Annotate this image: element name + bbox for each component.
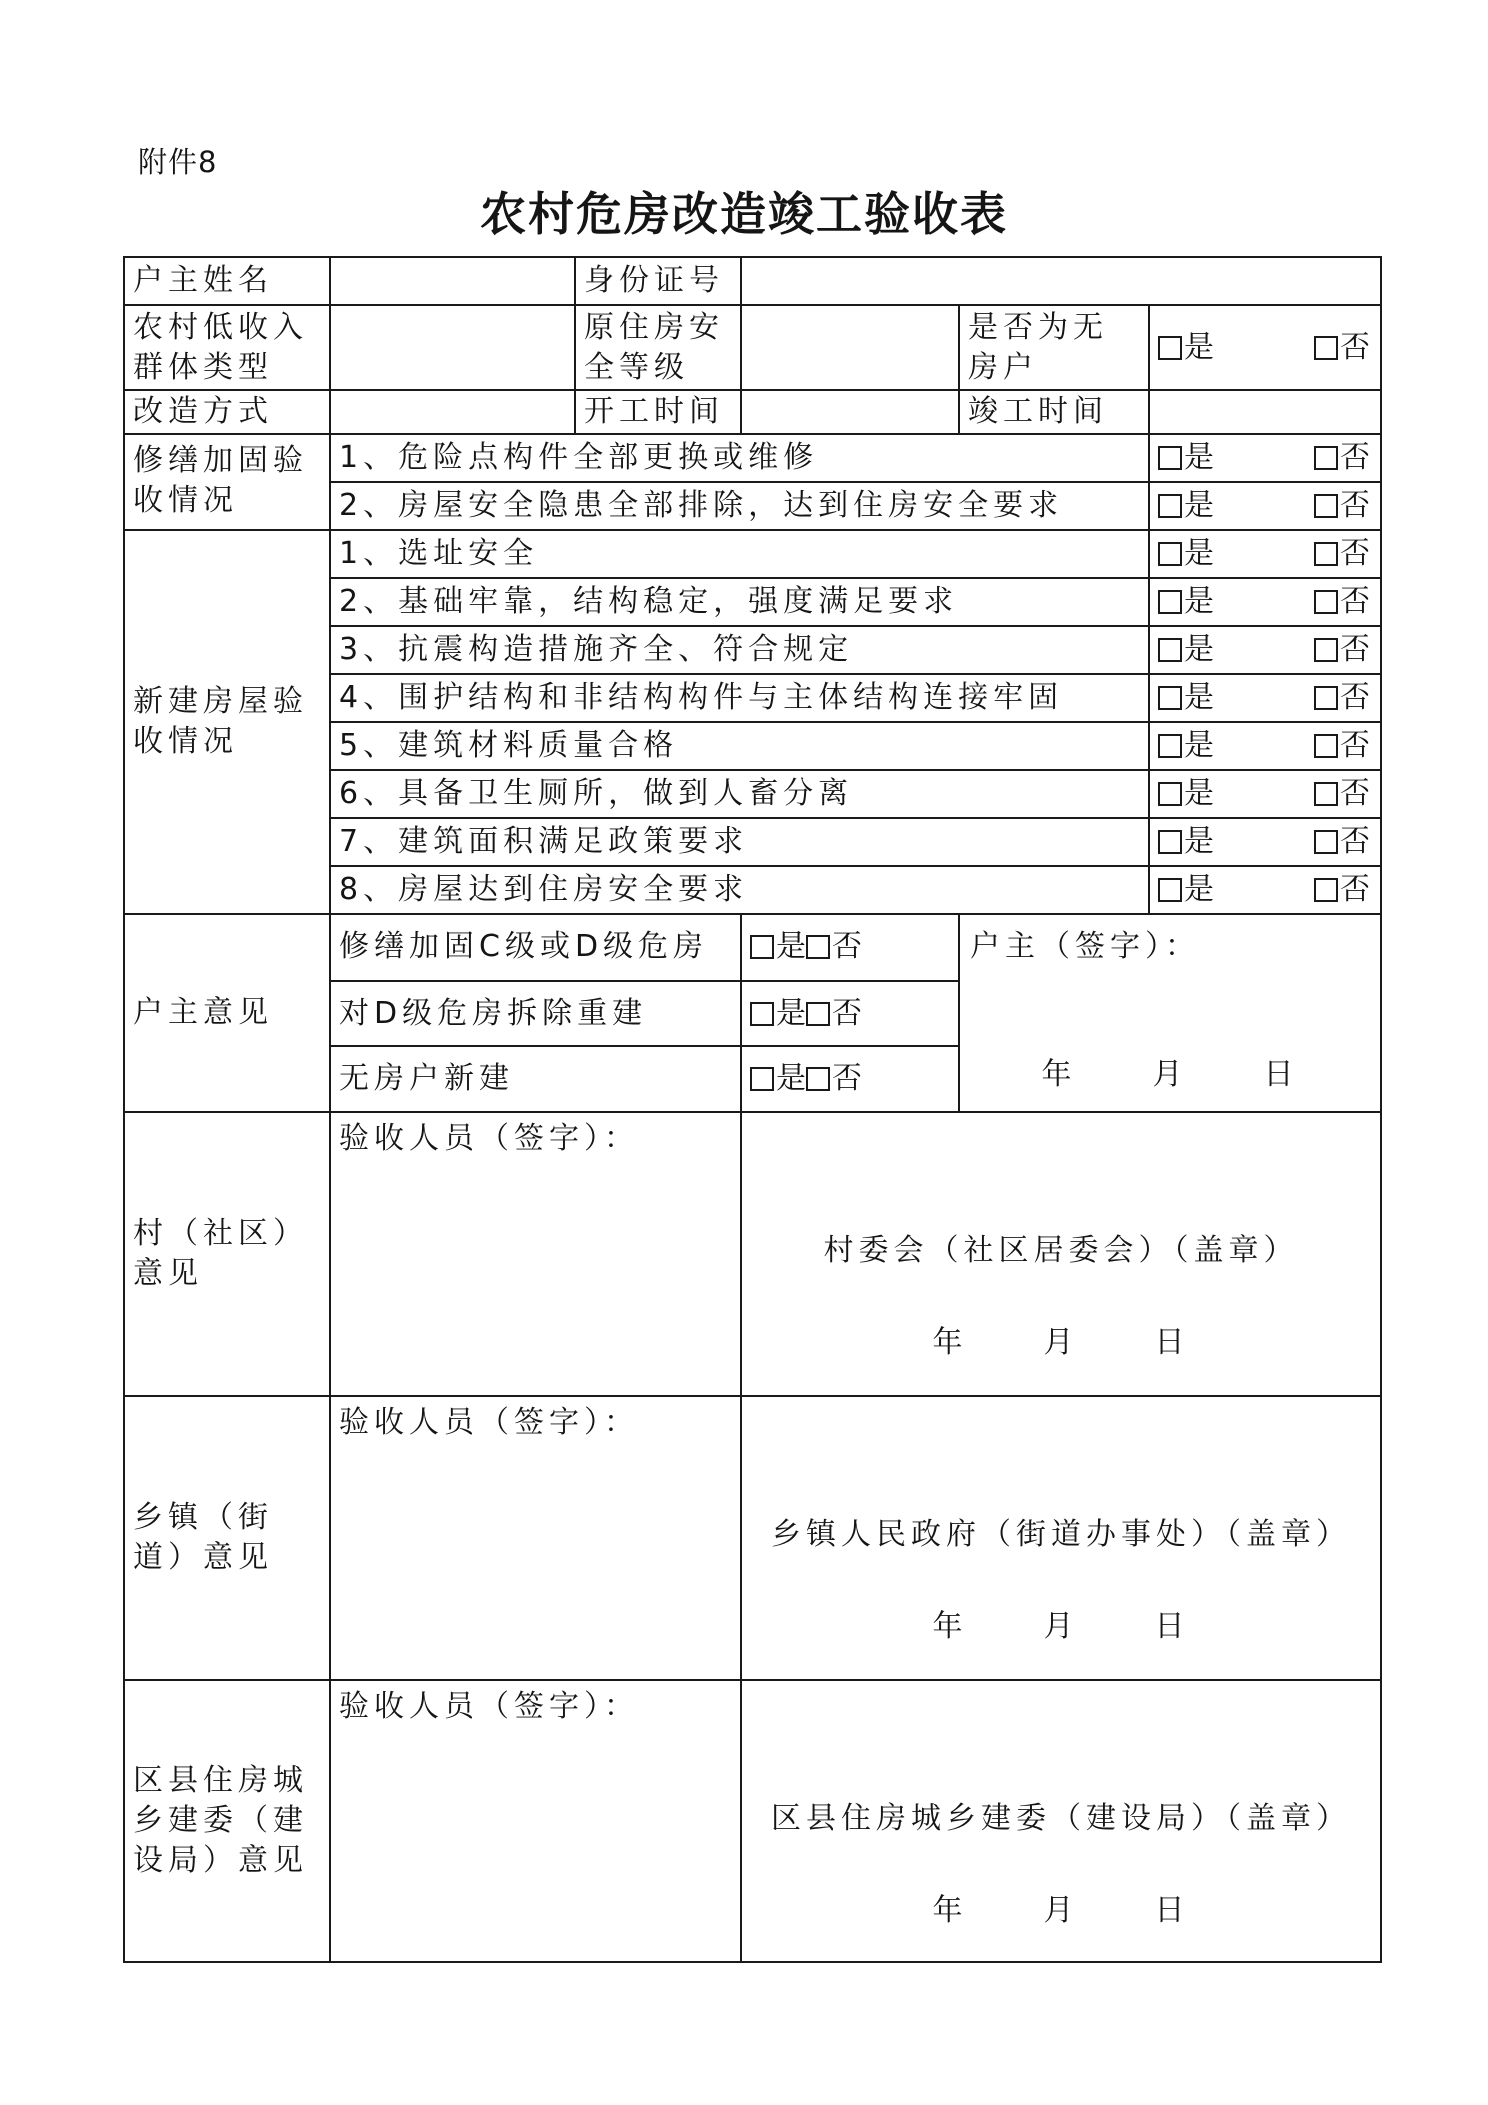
renovation-method-label: 改造方式 — [124, 390, 330, 434]
no-label: 否 — [1340, 536, 1370, 571]
yes-checkbox[interactable] — [750, 927, 806, 967]
owner-signature-label: 户主（签字）： — [970, 929, 1200, 964]
month-label: 月 — [1043, 1609, 1079, 1644]
yes-label: 是 — [1184, 440, 1214, 475]
yes-label: 是 — [776, 929, 806, 965]
township-seal-area[interactable] — [741, 1396, 1381, 1680]
yes-label: 是 — [776, 995, 806, 1031]
yes-label: 是 — [776, 1061, 806, 1097]
no-house-choice — [1149, 305, 1381, 390]
row-owner-name — [124, 257, 1381, 305]
owner-opinion-item: 修缮加固C级或D级危房 — [330, 914, 741, 981]
no-checkbox[interactable] — [1314, 726, 1370, 766]
repair-section-title: 修缮加固验收情况 — [124, 434, 330, 530]
row-renovation-method — [124, 390, 1381, 434]
no-label: 否 — [1340, 329, 1370, 365]
form-title: 农村危房改造竣工验收表 — [480, 187, 1008, 241]
county-seal-label: 区县住房城乡建委（建设局）（盖章） — [771, 1801, 1351, 1836]
village-date-row — [742, 1323, 1380, 1363]
completion-time-field[interactable] — [1149, 390, 1381, 434]
no-checkbox[interactable] — [1314, 822, 1370, 862]
no-label: 否 — [832, 929, 862, 965]
new-build-item-text: 3、抗震构造措施齐全、符合规定 — [330, 626, 1149, 674]
yes-label: 是 — [1184, 632, 1214, 667]
no-checkbox[interactable] — [1314, 582, 1370, 622]
yes-checkbox[interactable] — [1158, 534, 1214, 574]
no-label: 否 — [1340, 632, 1370, 667]
checkbox-icon — [1158, 590, 1182, 614]
checkbox-icon — [1158, 830, 1182, 854]
new-build-section-title: 新建房屋验收情况 — [124, 530, 330, 914]
repair-item-row — [124, 434, 1381, 482]
new-build-item-row — [124, 530, 1381, 578]
township-date-row — [742, 1607, 1380, 1647]
yes-checkbox[interactable] — [750, 994, 806, 1034]
yes-checkbox[interactable] — [1158, 438, 1214, 478]
no-checkbox[interactable] — [1314, 486, 1370, 526]
county-opinion-title: 区县住房城乡建委（建设局）意见 — [124, 1680, 330, 1962]
checkbox-icon — [1314, 542, 1338, 566]
county-seal-area[interactable] — [741, 1680, 1381, 1962]
yes-checkbox[interactable] — [1158, 774, 1214, 814]
yes-checkbox[interactable] — [1158, 678, 1214, 718]
day-label: 日 — [1154, 1609, 1190, 1644]
new-build-item-text: 6、具备卫生厕所，做到人畜分离 — [330, 770, 1149, 818]
checkbox-icon — [1314, 590, 1338, 614]
no-label: 否 — [1340, 584, 1370, 619]
yes-checkbox[interactable] — [1158, 582, 1214, 622]
checkbox-icon — [750, 1067, 774, 1091]
month-label: 月 — [1043, 1893, 1079, 1928]
no-label: 否 — [1340, 728, 1370, 763]
yes-label: 是 — [1184, 728, 1214, 763]
year-label: 年 — [1041, 1057, 1077, 1092]
checkbox-icon — [1158, 638, 1182, 662]
low-income-type-label: 农村低收入群体类型 — [124, 305, 330, 390]
checkbox-icon — [1314, 830, 1338, 854]
completion-time-label: 竣工时间 — [959, 390, 1149, 434]
checkbox-icon — [806, 935, 830, 959]
checkbox-icon — [806, 1002, 830, 1026]
new-build-item-text: 2、基础牢靠，结构稳定，强度满足要求 — [330, 578, 1149, 626]
yes-label: 是 — [1184, 872, 1214, 907]
id-number-field[interactable] — [741, 257, 1381, 305]
village-opinion-title: 村（社区）意见 — [124, 1112, 330, 1396]
start-time-field[interactable] — [741, 390, 959, 434]
no-label: 否 — [1340, 824, 1370, 859]
owner-date-row — [960, 1055, 1380, 1095]
no-label: 否 — [1340, 776, 1370, 811]
yes-label: 是 — [1184, 488, 1214, 523]
yes-label: 是 — [1184, 824, 1214, 859]
new-build-item-text: 1、选址安全 — [330, 530, 1149, 578]
checkbox-icon — [806, 1067, 830, 1091]
checkbox-icon — [1158, 542, 1182, 566]
acceptance-form-table — [123, 256, 1382, 1963]
month-label: 月 — [1152, 1057, 1188, 1092]
township-inspector-signature[interactable]: 验收人员（签字）： — [330, 1396, 741, 1680]
county-opinion-row — [124, 1680, 1381, 1962]
original-safety-grade-field[interactable] — [741, 305, 959, 390]
no-checkbox[interactable] — [1314, 678, 1370, 718]
no-checkbox[interactable] — [1314, 630, 1370, 670]
village-inspector-signature[interactable]: 验收人员（签字）： — [330, 1112, 741, 1396]
original-safety-grade-label: 原住房安全等级 — [575, 305, 741, 390]
checkbox-icon — [1158, 782, 1182, 806]
row-income-type — [124, 305, 1381, 390]
no-checkbox[interactable] — [806, 1059, 862, 1099]
new-build-item-text: 5、建筑材料质量合格 — [330, 722, 1149, 770]
township-opinion-title: 乡镇（街道）意见 — [124, 1396, 330, 1680]
village-opinion-row — [124, 1112, 1381, 1396]
id-number-label: 身份证号 — [575, 257, 741, 305]
owner-opinion-item: 无房户新建 — [330, 1046, 741, 1112]
no-label: 否 — [1340, 680, 1370, 715]
no-label: 否 — [832, 995, 862, 1031]
checkbox-icon — [1158, 494, 1182, 518]
no-label: 否 — [1340, 872, 1370, 907]
year-label: 年 — [932, 1325, 968, 1360]
owner-name-label: 户主姓名 — [124, 257, 330, 305]
owner-opinion-item: 对D级危房拆除重建 — [330, 981, 741, 1047]
low-income-type-field[interactable] — [330, 305, 575, 390]
start-time-label: 开工时间 — [575, 390, 741, 434]
checkbox-icon — [1158, 878, 1182, 902]
county-date-row — [742, 1891, 1380, 1931]
new-build-item-text: 4、围护结构和非结构构件与主体结构连接牢固 — [330, 674, 1149, 722]
village-seal-area[interactable] — [741, 1112, 1381, 1396]
checkbox-icon — [1158, 446, 1182, 470]
no-checkbox[interactable] — [806, 927, 862, 967]
checkbox-icon — [1314, 782, 1338, 806]
attachment-label: 附件8 — [138, 145, 218, 179]
checkbox-icon — [1314, 494, 1338, 518]
yes-label: 是 — [1184, 329, 1214, 365]
yes-checkbox[interactable] — [750, 1059, 806, 1099]
no-checkbox[interactable] — [806, 994, 862, 1034]
day-label: 日 — [1154, 1325, 1190, 1360]
yes-checkbox[interactable] — [1158, 822, 1214, 862]
owner-name-field[interactable] — [330, 257, 575, 305]
year-label: 年 — [932, 1609, 968, 1644]
yes-checkbox[interactable] — [1158, 630, 1214, 670]
renovation-method-field[interactable] — [330, 390, 575, 434]
yes-label: 是 — [1184, 776, 1214, 811]
month-label: 月 — [1043, 1325, 1079, 1360]
yes-checkbox[interactable] — [1158, 486, 1214, 526]
checkbox-icon — [1158, 686, 1182, 710]
no-checkbox[interactable] — [1314, 870, 1370, 910]
yes-label: 是 — [1184, 584, 1214, 619]
county-inspector-signature[interactable]: 验收人员（签字）： — [330, 1680, 741, 1962]
checkbox-icon — [1314, 446, 1338, 470]
checkbox-icon — [1314, 336, 1338, 360]
no-label: 否 — [1340, 488, 1370, 523]
year-label: 年 — [932, 1893, 968, 1928]
yes-checkbox[interactable] — [1158, 870, 1214, 910]
repair-item-text: 1、危险点构件全部更换或维修 — [330, 434, 1149, 482]
no-house-label: 是否为无房户 — [959, 305, 1149, 390]
no-checkbox[interactable] — [1314, 328, 1370, 368]
checkbox-icon — [1314, 686, 1338, 710]
yes-checkbox[interactable] — [1158, 328, 1214, 368]
day-label: 日 — [1154, 1893, 1190, 1928]
new-build-item-text: 7、建筑面积满足政策要求 — [330, 818, 1149, 866]
checkbox-icon — [1314, 878, 1338, 902]
checkbox-icon — [750, 935, 774, 959]
no-label: 否 — [1340, 440, 1370, 475]
no-label: 否 — [832, 1061, 862, 1097]
owner-opinion-row — [124, 914, 1381, 981]
owner-signature-area[interactable] — [959, 914, 1381, 1112]
checkbox-icon — [1314, 638, 1338, 662]
yes-label: 是 — [1184, 536, 1214, 571]
township-opinion-row — [124, 1396, 1381, 1680]
no-checkbox[interactable] — [1314, 438, 1370, 478]
checkbox-icon — [1314, 734, 1338, 758]
no-checkbox[interactable] — [1314, 534, 1370, 574]
new-build-item-text: 8、房屋达到住房安全要求 — [330, 866, 1149, 914]
township-seal-label: 乡镇人民政府（街道办事处）（盖章） — [771, 1517, 1351, 1552]
no-checkbox[interactable] — [1314, 774, 1370, 814]
checkbox-icon — [1158, 336, 1182, 360]
owner-opinion-title: 户主意见 — [124, 914, 330, 1112]
checkbox-icon — [1158, 734, 1182, 758]
repair-item-text: 2、房屋安全隐患全部排除，达到住房安全要求 — [330, 482, 1149, 530]
village-seal-label: 村委会（社区居委会）（盖章） — [823, 1233, 1299, 1268]
checkbox-icon — [750, 1002, 774, 1026]
yes-checkbox[interactable] — [1158, 726, 1214, 766]
day-label: 日 — [1263, 1057, 1299, 1092]
yes-label: 是 — [1184, 680, 1214, 715]
